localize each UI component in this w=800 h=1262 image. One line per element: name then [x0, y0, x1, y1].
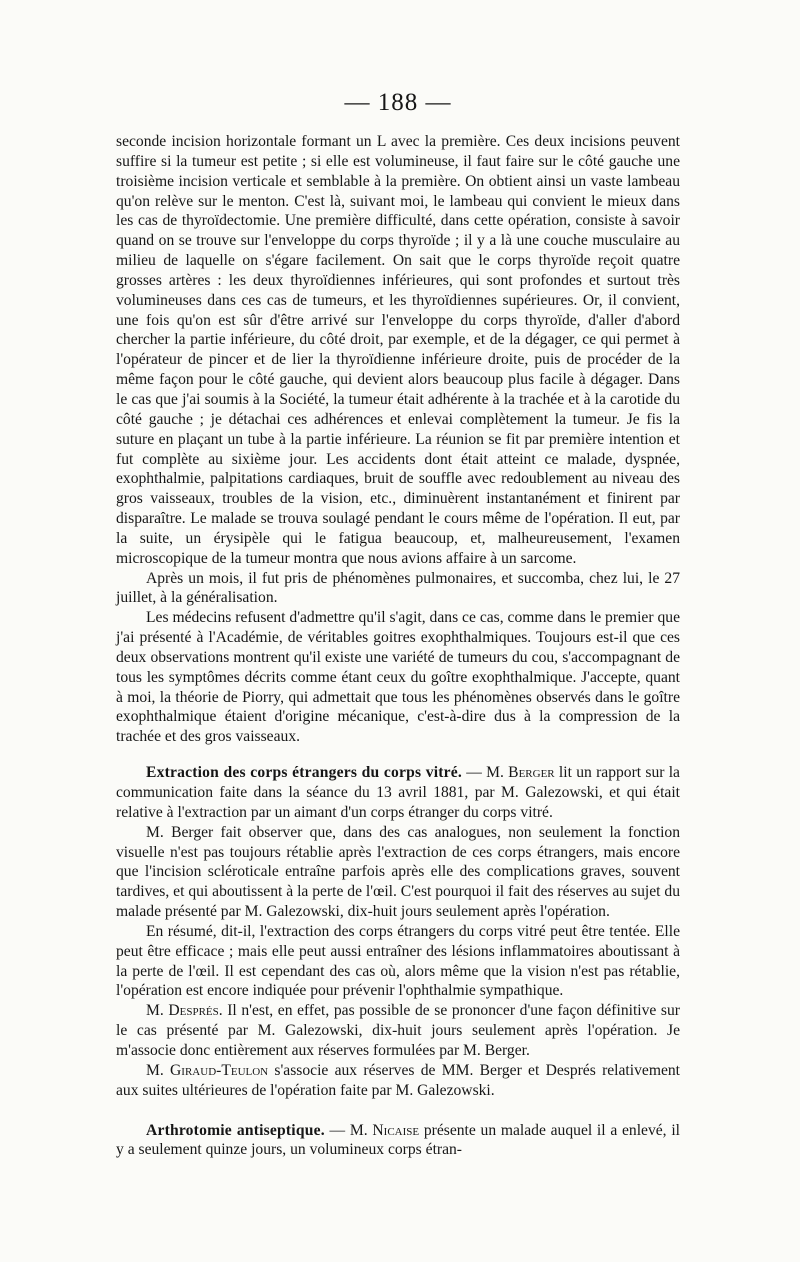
- paragraph: Les médecins refusent d'admettre qu'il s'agit, dans ce cas, comme dans le premier que j'ai présenté à l'Académie, de véritables goitres exophthalmiques. Toujours est-il que ces deux observations montrent qu'il existe une variété de tumeurs du cou, s'accompagnant de tous les symptômes décrits comme étant ceux du goître exophthalmique. J'accepte, quant à moi, la théorie de Piorry, qui admettait que tous les phénomènes observés dans le goître exophthalmique étaient d'origine mécanique, c'est-à-dire dus à la compression de la trachée et des gros vaisseaux.: [116, 609, 680, 746]
- speaker-text: . Il n'est, en effet, pas possible de se prononcer d'une façon définitive sur le cas présenté par M. Galezowski, dix-huit jours seulement après l'opération. Je m'associe donc entièrement aux réserves formulées par M. Berger.: [116, 1002, 680, 1059]
- speaker-name: Berger: [508, 764, 555, 782]
- paragraph-continued: seconde incision horizontale formant un L avec la première. Ces deux incisions peuvent suffire si la tumeur est petite ; si elle est volumineuse, il faut faire sur le côté gauche une troisième incision verticale et semblable à la première. On obtient ainsi un vaste lambeau qu'on relève sur le menton. C'est là, suivant moi, le lambeau qui convient le mieux dans les cas de thyroïdectomie. Une première difficulté, dans cette opération, consiste à savoir quand on se trouve sur l'enveloppe du corps thyroïde ; il y a là une couche musculaire au milieu de laquelle on s'égare facilement. On sait que le corps thyroïde reçoit quatre grosses artères : les deux thyroïdiennes inférieures, qui sont profondes et surtout très volumineuses dans ces cas de tumeurs, et les thyroïdiennes supérieures. Or, il convient, une fois qu'on est sûr d'être arrivé sur l'enveloppe du corps thyroïde, d'aller d'abord chercher la partie inférieure, du côté droit, par exemple, et de la dégager, ce qui permet à l'opérateur de pincer et de lier la thyroïdienne inférieure droite, puis de procéder de la même façon pour le côté gauche, qui devient alors beaucoup plus facile à dégager. Dans le cas que j'ai soumis à la Société, la tumeur était adhérente à la trachée et à la carotide du côté gauche ; je détachai ces adhérences et enlevai complètement la tumeur. Je fis la suture en plaçant un tube à la partie inférieure. La réunion se fit par première intention et fut complète au sixième jour. Les accidents dont était atteint ce malade, dyspnée, exophthalmie, palpitations cardiaques, bruit de souffle avec redoublement au niveau des gros vaisseaux, troubles de la vision, etc., diminuèrent instantanément et finirent par disparaître. Le malade se trouva soulagé pendant le cours même de l'opération. Il eut, par la suite, un érysipèle qui le fatigua beaucoup, et, malheureusement, l'examen microscopique de la tumeur montra que nous avions affaire à un sarcome.: [116, 133, 680, 567]
- paragraph-despres: M. Després. Il n'est, en effet, pas possible de se prononcer d'une façon définitive sur le cas présenté par M. Galezowski, dix-huit jours seulement après l'opération. Je m'associe donc entièrement aux réserves formulées par M. Berger.: [116, 1002, 680, 1059]
- speaker-name: Giraud-Teulon: [170, 1061, 269, 1079]
- paragraph-giraud: M. Giraud-Teulon s'associe aux réserves de MM. Berger et Després relativement aux suites ultérieures de l'opération faite par M. Galezowski.: [116, 1061, 681, 1099]
- dash-text: — M.: [324, 1121, 373, 1139]
- section-text: lit un rapport sur la communication faite dans la séance du 13 avril 1881, par M. Galezowski, et qui était relative à l'extraction par un aimant d'un corps étranger du corps vitré.: [116, 764, 680, 821]
- paragraph: Après un mois, il fut pris de phénomènes pulmonaires, et succomba, chez lui, le 27 juillet, à la généralisation.: [116, 569, 680, 607]
- body-text: [116, 132, 680, 1160]
- section-arthrotomie: [116, 1121, 680, 1161]
- section-heading: Extraction des corps étrangers du corps vitré.: [146, 764, 462, 782]
- speaker-name: Després: [168, 1002, 219, 1020]
- paragraph: M. Berger fait observer que, dans des cas analogues, non seulement la fonction visuelle n'est pas toujours rétablie après l'extraction de ces corps étrangers, mais encore que l'incision scléroticale entraîne parfois après elle des complications graves, souvent tardives, et qui aboutissent à la perte de l'œil. C'est pourquoi il fait des réserves au sujet du malade présenté par M. Galezowski, dix-huit jours seulement après l'opération.: [116, 823, 680, 921]
- speaker-text: s'associe aux réserves de MM. Berger et Després relativement aux suites ultérieures de l'opération faite par M. Galezowski.: [116, 1061, 681, 1099]
- section-heading: Arthrotomie antiseptique.: [146, 1121, 325, 1139]
- dash-text: — M.: [461, 764, 509, 782]
- paragraph: En résumé, dit-il, l'extraction des corps étrangers du corps vitré peut être tentée. Elle peut être efficace ; mais elle peut aussi entraîner des lésions inflammatoires aboutissant à la perte de l'œil. Il est cependant des cas où, alors même que la vision n'est pas rétablie, l'opération est encore indiquée pour prévenir l'ophthalmie sympathique.: [116, 922, 680, 1000]
- page-number: — 188 —: [344, 89, 452, 116]
- speaker-name: Nicaise: [372, 1121, 420, 1139]
- section-text: présente un malade auquel il a enlevé, il y a seulement quinze jours, un volumineux corps étran-: [116, 1121, 680, 1159]
- section-extraction: [116, 763, 680, 823]
